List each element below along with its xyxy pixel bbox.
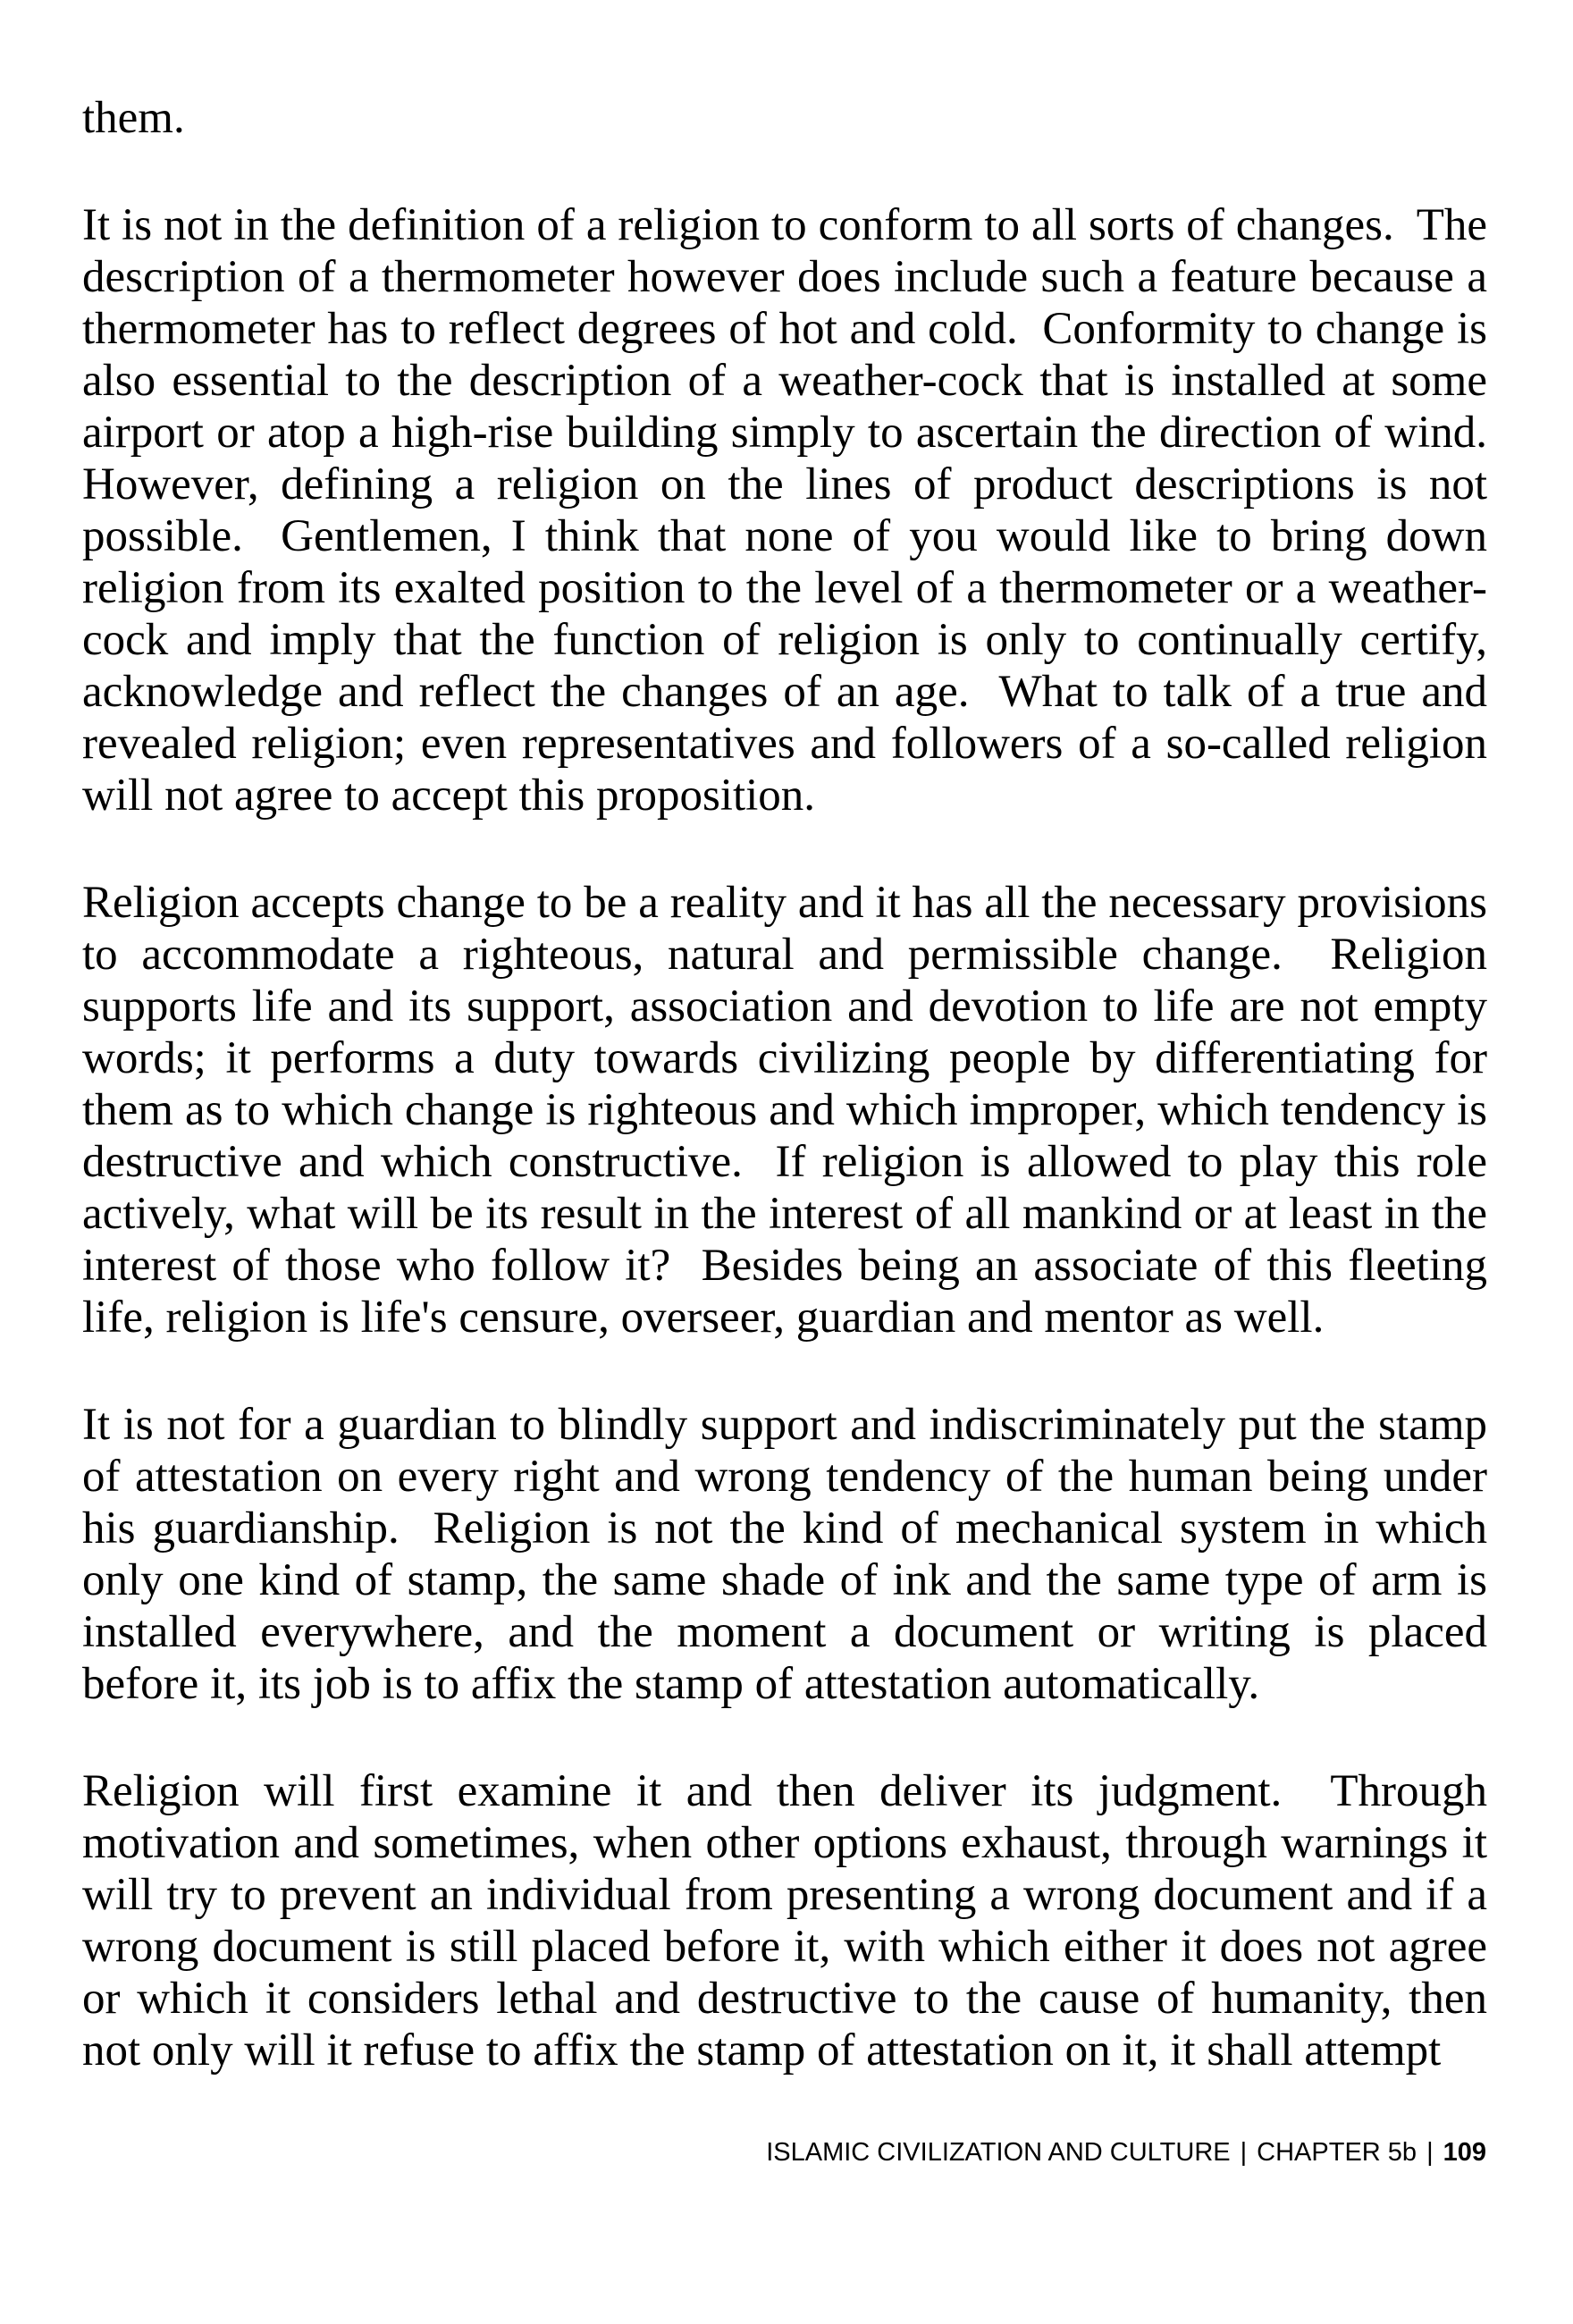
paragraph-guardian-stamp: It is not for a guardian to blindly support and indiscriminately put the stamp of attestation on every right and wrong tendency of the human being under his guardianship. Religion is not the kind of mechanical system in which only one kind of stamp, the same shade of ink and the same type of arm is installed everywhere, and the moment a document or writing is placed before it, its job is to affix the stamp of attestation automatically. [82,1400,1499,1709]
footer-separator: | [1426,2138,1434,2167]
paragraph-religion-accepts-change: Religion accepts change to be a reality and it has all the necessary provisions to accommodate a righteous, natural and permissible change. Religion supports life and its support, association and devotion to life are not empty words; it performs a duty towards civilizing people by differentiating for them as to which change is righteous and which improper, which tendency is destructive and which constructive. If religion is allowed to play this role actively, what will be its result in the interest of all mankind or at least in the interest of those who follow it? Besides being an associate of this fleeting life, religion is life's censure, overseer, guardian and mentor as well. [82,878,1499,1343]
footer-chapter-label: CHAPTER 5b [1257,2138,1417,2167]
paragraph-continuation: them. [82,93,185,143]
page-footer [766,2138,1486,2168]
footer-book-title: ISLAMIC CIVILIZATION AND CULTURE [766,2138,1231,2167]
body-text [82,92,1510,2076]
paragraph-religion-judgment: Religion will first examine it and then deliver its judgment. Through motivation and sometimes, when other options exhaust, through warnings it will try to prevent an individual from presenting a wrong document and if a wrong document is still placed before it, with which either it does not agree or which it considers lethal and destructive to the cause of humanity, then not only will it refuse to affix the stamp of attestation on it, it shall attempt [82,1766,1499,2076]
footer-separator: | [1240,2138,1248,2167]
footer-page-number: 109 [1443,2138,1486,2167]
paragraph-definition-of-religion: It is not in the definition of a religion to conform to all sorts of changes. The description of a thermometer however does include such a feature because a thermometer has to reflect degrees of hot and cold. Conformity to change is also essential to the description of a weather-cock that is installed at some airport or atop a high-rise building simply to ascertain the direction of wind. However, defining a religion on the lines of product descriptions is not possible. Gentlemen, I think that none of you would like to bring down religion from its exalted position to the level of a thermometer or a weather-cock and imply that the function of religion is only to continually certify, acknowledge and reflect the changes of an age. What to talk of a true and revealed religion; even representatives and followers of a so-called religion will not agree to accept this proposition. [82,200,1510,821]
